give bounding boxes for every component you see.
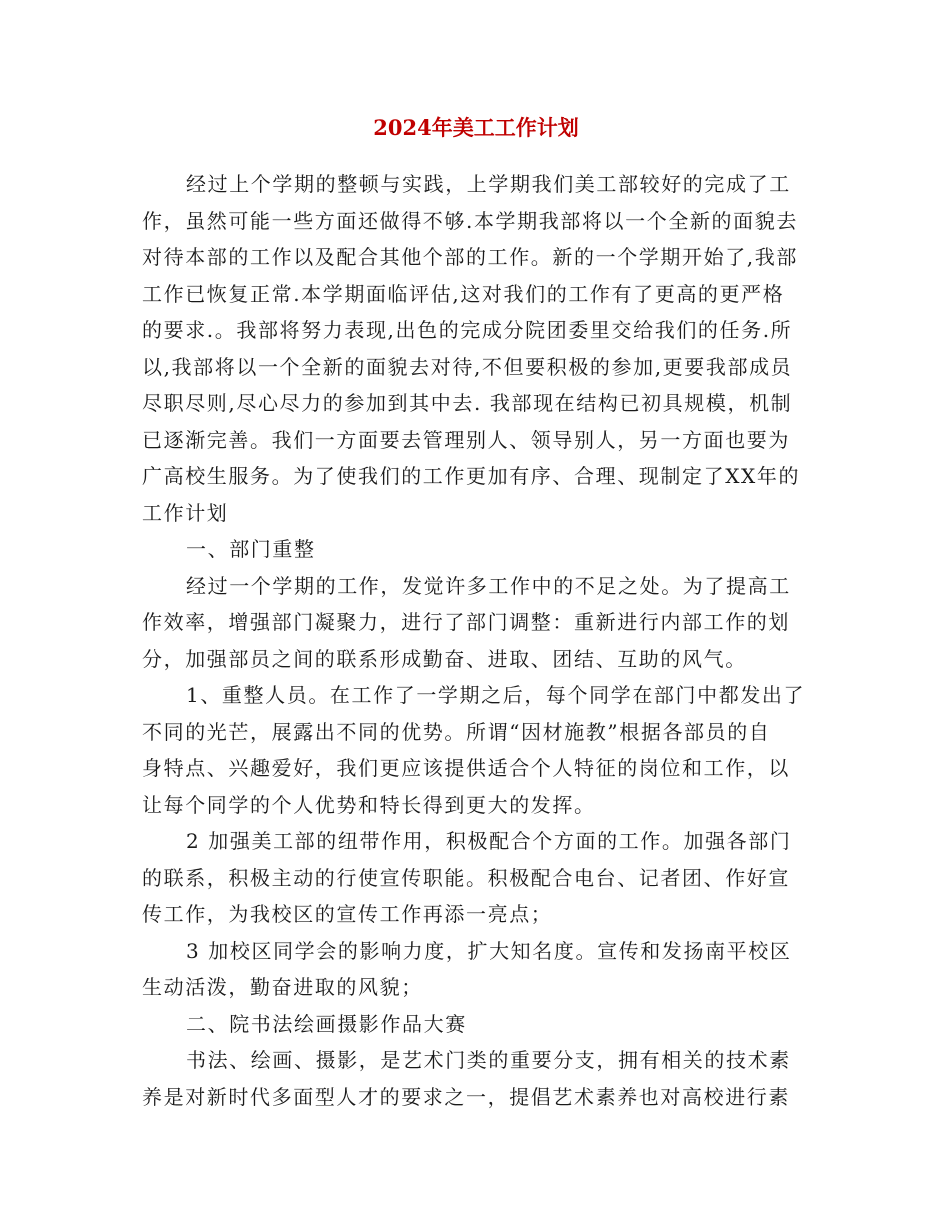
text-line: 作效率，增强部门凝聚力，进行了部门调整：重新进行内部工作的划 [142,610,790,634]
paragraph [142,1042,810,1115]
text-line: 的联系，积极主动的行使宣传职能。积极配合电台、记者团、作好宣 [142,865,790,890]
text-line: 工作计划 [142,500,229,525]
text-line: 尽职尽则,尽心尽力的参加到其中去. 我部现在结构已初具规模，机制 [142,391,793,415]
text-line: 二、院书法绘画摄影作品大赛 [186,1011,467,1036]
text-line: 传工作，为我校区的宣传工作再添一亮点； [142,902,553,926]
paragraph [142,677,810,823]
text-line: 让每个同学的个人优势和特长得到更大的发挥。 [142,792,596,817]
text-line: 广高校生服务。为了使我们的工作更加有序、合理、现制定了XX年的 [142,464,801,488]
paragraph [142,568,810,678]
text-line: 已逐渐完善。我们一方面要去管理别人、领导别人，另一方面也要为 [142,427,790,452]
text-line: 分，加强部员之间的联系形成勤奋、进取、团结、互助的风气。 [142,646,747,671]
text-line: 不同的光芒，展露出不同的优势。所谓“因材施教”根据各部员的自 [142,719,771,744]
document-title: 2024年美工工作计划 [373,115,579,140]
text-line: 3 加校区同学会的影响力度，扩大知名度。宣传和发扬南平校区 [186,938,792,963]
text-line: 对待本部的工作以及配合其他个部的工作。新的一个学期开始了,我部 [142,245,798,269]
text-line: 经过上个学期的整顿与实践，上学期我们美工部较好的完成了工 [186,172,791,196]
text-line: 以,我部将以一个全新的面貌去对待,不但要积极的参加,更要我部成员 [142,354,793,379]
text-line: 作，虽然可能一些方面还做得不够.本学期我部将以一个全新的面貌去 [142,208,798,233]
section-heading [142,1006,810,1043]
document-body [142,166,810,1115]
text-line: 经过一个学期的工作，发觉许多工作中的不足之处。为了提高工 [186,573,791,598]
text-line: 工作已恢复正常.本学期面临评估,这对我们的工作有了更高的更严格 [142,281,785,306]
paragraph [142,166,810,531]
text-line: 的要求.。我部将努力表现,出色的完成分院团委里交给我们的任务.所 [142,318,793,342]
text-line: 2 加强美工部的纽带作用，积极配合个方面的工作。加强各部门 [186,829,792,853]
text-line: 一、部门重整 [186,537,316,561]
text-line: 生动活泼，勤奋进取的风貌； [142,975,423,999]
text-line: 1、重整人员。在工作了一学期之后，每个同学在部门中都发出了 [186,683,806,707]
text-line: 身特点、兴趣爱好，我们更应该提供适合个人特征的岗位和工作，以 [142,756,790,780]
paragraph [142,823,810,933]
text-line: 养是对新时代多面型人才的要求之一，提倡艺术素养也对高校进行素 [142,1084,790,1109]
section-heading [142,531,810,568]
paragraph [142,933,810,1006]
text-line: 书法、绘画、摄影，是艺术门类的重要分支，拥有相关的技术素 [186,1048,791,1072]
